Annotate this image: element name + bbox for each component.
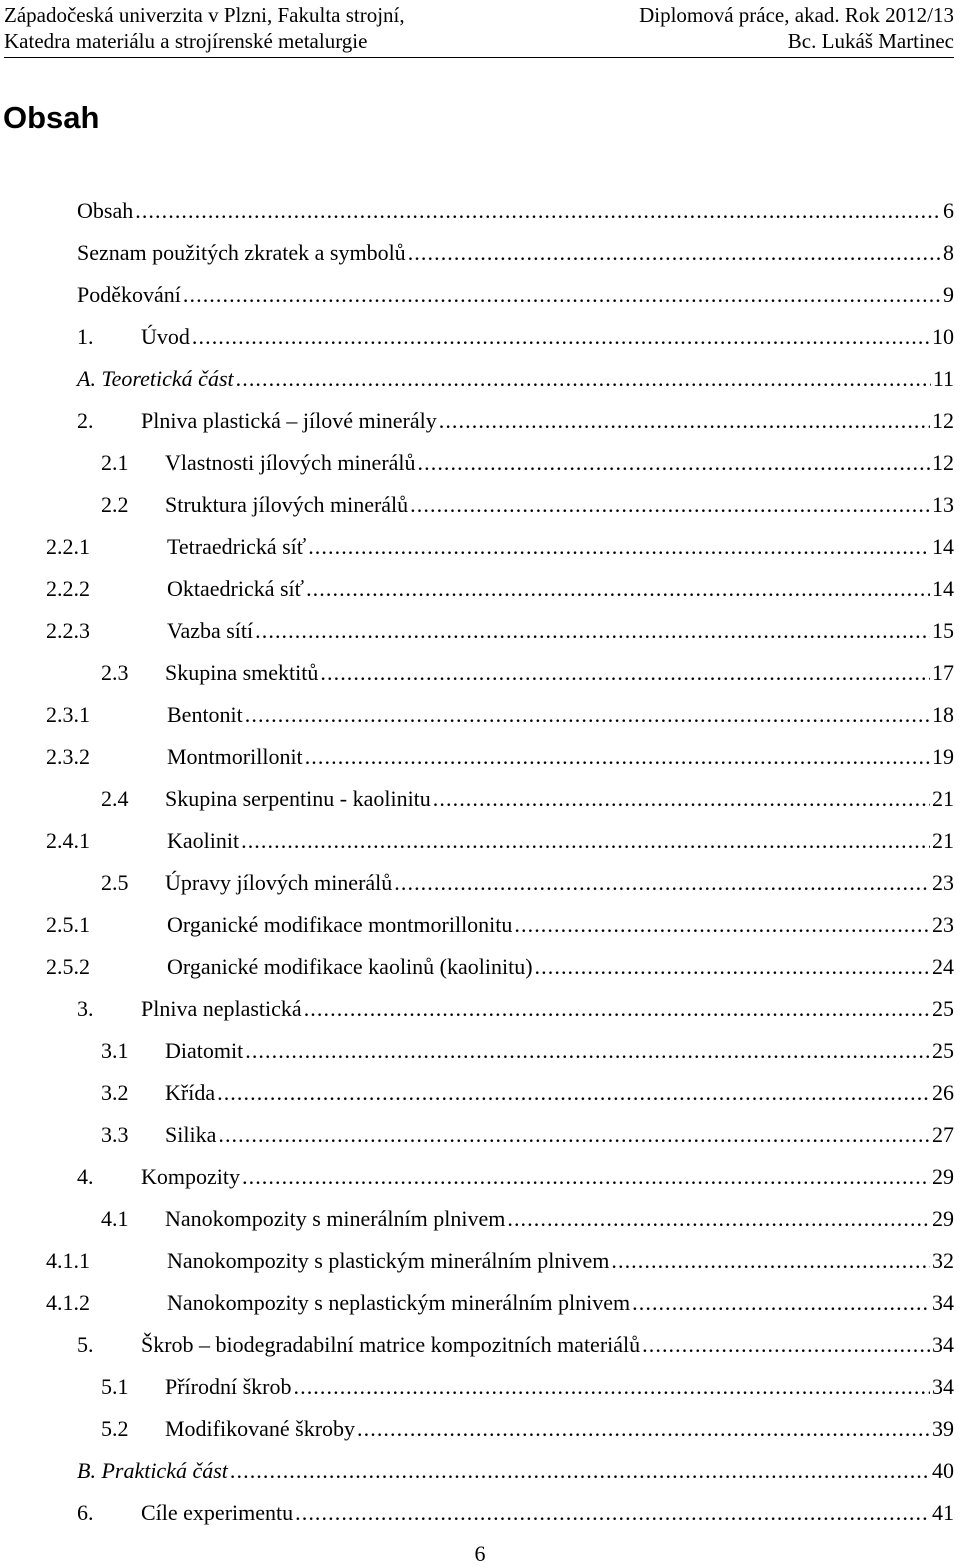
toc-entry-number: 3.3 bbox=[101, 1122, 129, 1147]
toc-entry-leader-dots bbox=[306, 568, 930, 610]
toc-entry-leader-dots bbox=[507, 1198, 930, 1240]
toc-entry-page: 13 bbox=[932, 492, 954, 517]
toc-entry-number: 6. bbox=[77, 1500, 94, 1525]
toc-entry[interactable] bbox=[101, 1072, 954, 1114]
toc-entry-page: 40 bbox=[932, 1458, 954, 1483]
toc-entry-title: Montmorillonit bbox=[167, 744, 303, 769]
toc-entry[interactable] bbox=[77, 358, 954, 400]
toc-entry-number: 3.2 bbox=[101, 1080, 129, 1105]
toc-entry-leader-dots bbox=[304, 988, 930, 1030]
toc-entry-page: 10 bbox=[932, 324, 954, 349]
toc-entry-leader-dots bbox=[242, 1156, 930, 1198]
toc-entry-leader-dots bbox=[245, 694, 930, 736]
toc-entry-leader-dots bbox=[217, 1072, 930, 1114]
toc-entry-leader-dots bbox=[135, 190, 941, 232]
toc-entry-leader-dots bbox=[183, 274, 941, 316]
toc-entry-number: 2.1 bbox=[101, 450, 129, 475]
toc-entry-title: Struktura jílových minerálů bbox=[165, 492, 409, 517]
toc-entry-page: 8 bbox=[943, 240, 954, 265]
toc-entry[interactable] bbox=[46, 820, 954, 862]
toc-entry-leader-dots bbox=[295, 1492, 930, 1534]
toc-entry[interactable] bbox=[101, 778, 954, 820]
toc-entry-number: 2. bbox=[77, 408, 94, 433]
toc-entry-title: Diatomit bbox=[165, 1038, 244, 1063]
toc-entry-leader-dots bbox=[357, 1408, 930, 1450]
toc-entry-leader-dots bbox=[410, 484, 930, 526]
header-university: Západočeská univerzita v Plzni, Fakulta strojní, bbox=[4, 3, 405, 27]
toc-entry-title: Organické modifikace kaolinů (kaolinitu) bbox=[167, 954, 533, 979]
page-title: Obsah bbox=[3, 100, 100, 135]
toc-entry[interactable] bbox=[77, 274, 954, 316]
toc-entry-number: 4.1.2 bbox=[46, 1290, 90, 1315]
toc-entry[interactable] bbox=[77, 988, 954, 1030]
toc-entry-page: 25 bbox=[932, 996, 954, 1021]
toc-entry-leader-dots bbox=[439, 400, 930, 442]
toc-entry[interactable] bbox=[77, 232, 954, 274]
toc-entry-page: 34 bbox=[932, 1374, 954, 1399]
toc-entry-leader-dots bbox=[642, 1324, 930, 1366]
toc-entry-page: 21 bbox=[932, 828, 954, 853]
toc-entry-number: 2.3 bbox=[101, 660, 129, 685]
toc-entry[interactable] bbox=[46, 526, 954, 568]
toc-entry-page: 14 bbox=[932, 576, 954, 601]
toc-entry-leader-dots bbox=[418, 442, 930, 484]
toc-entry[interactable] bbox=[77, 1450, 954, 1492]
header-line-1 bbox=[4, 2, 954, 28]
toc-entry-page: 15 bbox=[932, 618, 954, 643]
toc-entry-title: Nanokompozity s neplastickým minerálním plnivem bbox=[167, 1290, 631, 1315]
toc-entry[interactable] bbox=[101, 1408, 954, 1450]
toc-entry-title: A. Teoretická část bbox=[77, 366, 234, 391]
toc-entry-page: 6 bbox=[943, 198, 954, 223]
toc-entry-number: 2.4 bbox=[101, 786, 129, 811]
toc-entry-number: 4.1.1 bbox=[46, 1248, 90, 1273]
toc-entry-title: Skupina smektitů bbox=[165, 660, 319, 685]
toc-entry-title: Vlastnosti jílových minerálů bbox=[165, 450, 416, 475]
toc-entry-page: 34 bbox=[932, 1290, 954, 1315]
toc-entry-leader-dots bbox=[218, 1114, 930, 1156]
header-thesis-info: Diplomová práce, akad. Rok 2012/13 bbox=[639, 3, 954, 27]
toc-entry-page: 26 bbox=[932, 1080, 954, 1105]
toc-entry-number: 1. bbox=[77, 324, 94, 349]
toc-entry-title: Vazba sítí bbox=[167, 618, 254, 643]
toc-entry-title: Tetraedrická síť bbox=[167, 534, 307, 559]
toc-entry-title: Přírodní škrob bbox=[165, 1374, 292, 1399]
toc-entry-page: 12 bbox=[932, 450, 954, 475]
toc-entry-number: 5.1 bbox=[101, 1374, 129, 1399]
toc-entry-leader-dots bbox=[514, 904, 930, 946]
toc-entry[interactable] bbox=[77, 1324, 954, 1366]
toc-entry-number: 5. bbox=[77, 1332, 94, 1357]
toc-entry-title: Nanokompozity s plastickým minerálním plnivem bbox=[167, 1248, 610, 1273]
toc-entry[interactable] bbox=[77, 316, 954, 358]
toc-entry-page: 18 bbox=[932, 702, 954, 727]
toc-entry[interactable] bbox=[46, 568, 954, 610]
toc-entry-title: Plniva neplastická bbox=[141, 996, 302, 1021]
toc-entry-title: Úpravy jílových minerálů bbox=[165, 870, 393, 895]
toc-entry[interactable] bbox=[101, 484, 954, 526]
page-number: 6 bbox=[474, 1541, 486, 1566]
toc-entry[interactable] bbox=[46, 694, 954, 736]
toc-entry-leader-dots bbox=[245, 1030, 930, 1072]
toc-entry[interactable] bbox=[46, 904, 954, 946]
toc-entry[interactable] bbox=[46, 610, 954, 652]
toc-entry-page: 25 bbox=[932, 1038, 954, 1063]
toc-entry-page: 39 bbox=[932, 1416, 954, 1441]
toc-entry-title: Silika bbox=[165, 1122, 217, 1147]
toc-entry-title: Cíle experimentu bbox=[141, 1500, 294, 1525]
toc-entry-page: 17 bbox=[932, 660, 954, 685]
toc-entry-leader-dots bbox=[632, 1282, 930, 1324]
toc-entry-title: Oktaedrická síť bbox=[167, 576, 305, 601]
toc-entry[interactable] bbox=[101, 862, 954, 904]
toc-entry-page: 29 bbox=[932, 1164, 954, 1189]
toc-entry-page: 27 bbox=[932, 1122, 954, 1147]
toc-entry-title: Kaolinit bbox=[167, 828, 240, 853]
toc-entry-leader-dots bbox=[408, 232, 941, 274]
header-line-2 bbox=[4, 28, 954, 58]
toc-entry-number: 2.2.3 bbox=[46, 618, 90, 643]
toc-entry-number: 2.3.2 bbox=[46, 744, 90, 769]
toc-entry-page: 34 bbox=[932, 1332, 954, 1357]
toc-entry-title: Škrob – biodegradabilní matrice kompozitních materiálů bbox=[141, 1332, 641, 1357]
toc-entry-leader-dots bbox=[433, 778, 930, 820]
toc-entry-number: 3.1 bbox=[101, 1038, 129, 1063]
toc-entry-title: B. Praktická část bbox=[77, 1458, 228, 1483]
toc-entry-number: 2.2 bbox=[101, 492, 129, 517]
toc-entry-title: Úvod bbox=[141, 324, 190, 349]
toc-entry[interactable] bbox=[101, 652, 954, 694]
toc-entry-page: 21 bbox=[932, 786, 954, 811]
toc-entry-title: Nanokompozity s minerálním plnivem bbox=[165, 1206, 506, 1231]
toc-entry-leader-dots bbox=[320, 652, 930, 694]
toc-entry-leader-dots bbox=[611, 1240, 930, 1282]
toc-entry-number: 5.2 bbox=[101, 1416, 129, 1441]
toc-entry-number: 2.2.1 bbox=[46, 534, 90, 559]
toc-entry-page: 24 bbox=[932, 954, 954, 979]
toc-entry-number: 2.3.1 bbox=[46, 702, 90, 727]
toc-entry-title: Modifikované škroby bbox=[165, 1416, 356, 1441]
toc-entry[interactable] bbox=[77, 1156, 954, 1198]
toc-entry-number: 4. bbox=[77, 1164, 94, 1189]
toc-entry[interactable] bbox=[77, 400, 954, 442]
toc-entry-title: Bentonit bbox=[167, 702, 243, 727]
toc-entry-title: Obsah bbox=[77, 198, 134, 223]
toc-entry-number: 2.4.1 bbox=[46, 828, 90, 853]
toc-entry-number: 2.2.2 bbox=[46, 576, 90, 601]
toc-entry-number: 2.5.1 bbox=[46, 912, 90, 937]
header-author: Bc. Lukáš Martinec bbox=[787, 29, 954, 53]
toc-entry-page: 12 bbox=[932, 408, 954, 433]
toc-entry-leader-dots bbox=[236, 358, 931, 400]
toc-entry[interactable] bbox=[46, 736, 954, 778]
toc-entry-leader-dots bbox=[305, 736, 930, 778]
toc-entry-page: 11 bbox=[932, 366, 954, 391]
toc-entry[interactable] bbox=[46, 1282, 954, 1324]
toc-entry-page: 41 bbox=[932, 1500, 954, 1525]
toc-entry-leader-dots bbox=[255, 610, 930, 652]
toc-entry-page: 23 bbox=[932, 870, 954, 895]
toc-entry-page: 14 bbox=[932, 534, 954, 559]
toc-entry[interactable] bbox=[101, 1198, 954, 1240]
toc-entry-number: 2.5 bbox=[101, 870, 129, 895]
toc-entry-title: Skupina serpentinu - kaolinitu bbox=[165, 786, 431, 811]
toc-entry-title: Plniva plastická – jílové minerály bbox=[141, 408, 437, 433]
header-department: Katedra materiálu a strojírenské metalurgie bbox=[4, 29, 368, 53]
toc-entry-leader-dots bbox=[241, 820, 930, 862]
toc-entry-number: 3. bbox=[77, 996, 94, 1021]
toc-entry-number: 4.1 bbox=[101, 1206, 129, 1231]
toc-entry-leader-dots bbox=[230, 1450, 930, 1492]
toc-entry[interactable] bbox=[101, 442, 954, 484]
toc-entry[interactable] bbox=[101, 1114, 954, 1156]
toc-entry-leader-dots bbox=[192, 316, 930, 358]
toc-entry-page: 32 bbox=[932, 1248, 954, 1273]
toc-entry-page: 23 bbox=[932, 912, 954, 937]
toc-entry[interactable] bbox=[46, 946, 954, 988]
toc-entry-leader-dots bbox=[308, 526, 930, 568]
toc-entry-title: Kompozity bbox=[141, 1164, 240, 1189]
toc-entry[interactable] bbox=[101, 1030, 954, 1072]
toc-entry[interactable] bbox=[101, 1366, 954, 1408]
toc-entry[interactable] bbox=[46, 1240, 954, 1282]
toc-entry-leader-dots bbox=[535, 946, 930, 988]
toc-entry-page: 29 bbox=[932, 1206, 954, 1231]
toc-entry-title: Seznam použitých zkratek a symbolů bbox=[77, 240, 406, 265]
toc-entry-leader-dots bbox=[294, 1366, 931, 1408]
toc-entry-leader-dots bbox=[394, 862, 930, 904]
toc-entry-title: Křída bbox=[165, 1080, 216, 1105]
toc-entry-page: 9 bbox=[943, 282, 954, 307]
toc-entry[interactable] bbox=[77, 1492, 954, 1534]
toc-entry-number: 2.5.2 bbox=[46, 954, 90, 979]
toc-entry-title: Organické modifikace montmorillonitu bbox=[167, 912, 513, 937]
toc-entry-title: Poděkování bbox=[77, 282, 181, 307]
toc-entry[interactable] bbox=[77, 190, 954, 232]
toc-entry-page: 19 bbox=[932, 744, 954, 769]
